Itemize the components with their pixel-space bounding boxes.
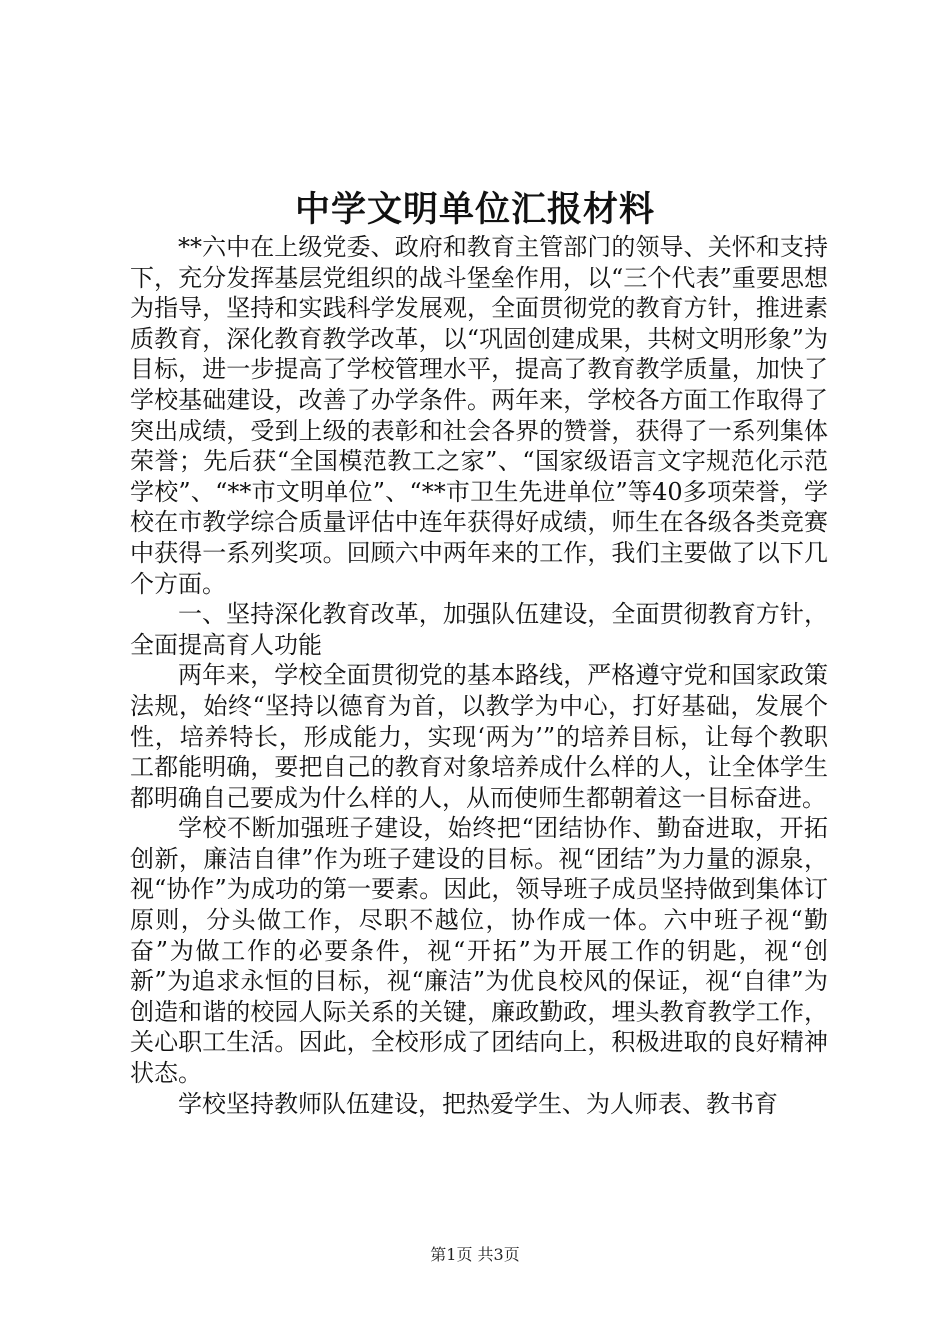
paragraph-intro: **六中在上级党委、政府和教育主管部门的领导、关怀和支持下，充分发挥基层党组织的战斗堡垒作用，以“三个代表”重要思想为指导，坚持和实践科学发展观，全面贯彻党的教育方针，推进素质教育，深化教育教学改革，以“巩固创建成果，共树文明形象”为目标，进一步提高了学校管理水平，提高了教育教学质量，加快了学校基础建设，改善了办学条件。两年来，学校各方面工作取得了突出成绩，受到上级的表彰和社会各界的赞誉，获得了一系列集体荣誉；先后获“全国模范教工之家”、“国家级语言文字规范化示范学校”、“**市文明单位”、“**市卫生先进单位”等40多项荣誉，学校在市教学综合质量评估中连年获得好成绩，师生在各级各类竞赛中获得一系列奖项。回顾六中两年来的工作，我们主要做了以下几个方面。: [130, 233, 828, 598]
paragraph-leadership: 学校不断加强班子建设，始终把“团结协作、勤奋进取，开拓创新，廉洁自律”作为班子建设的目标。视“团结”为力量的源泉，视“协作”为成功的第一要素。因此，领导班子成员坚持做到集体订原则，分头做工作，尽职不越位，协作成一体。六中班子视“勤奋”为做工作的必要条件，视“开拓”为开展工作的钥匙，视“创新”为追求永恒的目标，视“廉洁”为优良校风的保证，视“自律”为创造和谐的校园人际关系的关键，廉政勤政，埋头教育教学工作，关心职工生活。因此，全校形成了团结向上，积极进取的良好精神状态。: [130, 814, 828, 1088]
paragraph-basic-line: 两年来，学校全面贯彻党的基本路线，严格遵守党和国家政策法规，始终“坚持以德育为首，以教学为中心，打好基础，发展个性，培养特长，形成能力，实现‘两为’”的培养目标，让每个教职工都能明确，要把自己的教育对象培养成什么样的人，让全体学生都明确自己要成为什么样的人，从而使师生都朝着这一目标奋进。: [130, 661, 828, 812]
document-body: [130, 232, 828, 1119]
page-footer: 第1页 共3页: [430, 1245, 520, 1264]
document-title: 中学文明单位汇报材料: [294, 189, 655, 230]
section-heading-1: 一、坚持深化教育改革，加强队伍建设，全面贯彻教育方针，全面提高育人功能: [130, 600, 828, 659]
paragraph-teacher-team: 学校坚持教师队伍建设，把热爱学生、为人师表、教书育: [178, 1089, 778, 1118]
